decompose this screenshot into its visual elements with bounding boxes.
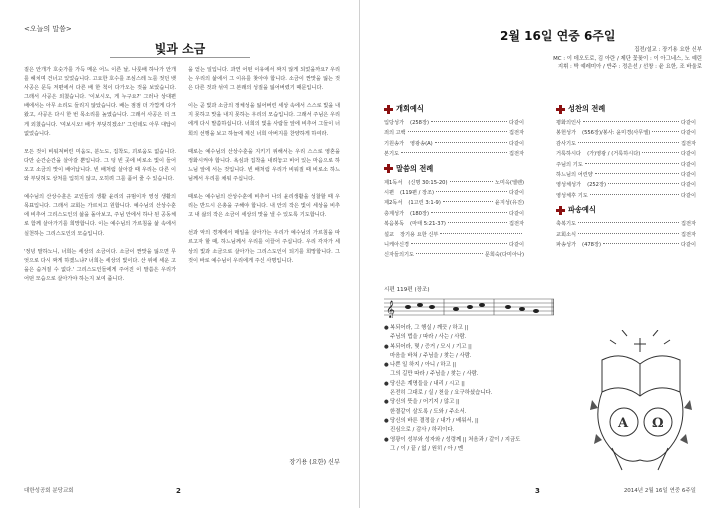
liturgy-item-leader: 집전자 [508,151,524,158]
bullet-icon: ● [384,380,389,387]
essay-title: 빛과 소금 [154,42,206,56]
leader-dots [450,181,493,182]
leader-dots [401,152,507,153]
service-title: 2월 16일 연중 6주일 [500,29,616,43]
liturgy-row [556,230,696,240]
leader-dots [436,191,507,192]
liturgy-item-name: 평화의인사 [556,120,582,126]
bullet-icon: ● [384,399,389,406]
paragraph: 모든 것이 비워져버린 미움도, 분노도, 집착도, 괴로움도 없습니다. 다만 순간순간을 살아갈 뿐입니다. 그 텅 빈 곳에 비로소 빛이 들어오고 소금의 맛이 배어납니다. 빈 배처럼 살아갈 때 우리는 다른 이와 부딪혀도 상처를 입히지 않고, 오히려 그를 품어 줄 수 있습니다. [24,148,176,183]
section-tag: <오늘의 말씀> [24,25,72,33]
liturgy-item-leader: 다같이 [680,192,696,199]
svg-text:𝄞: 𝄞 [386,300,395,318]
liturgy-item-leader: 집전자 [680,221,696,228]
liturgy-item-detail: (신명 30:15-20) [408,179,448,186]
liturgy-item-detail: (556장)/봉사: 윤미경(사무엘) [582,130,651,137]
paragraph: '정녕 말하노니, 너희는 세상의 소금이다. 소금이 짠맛을 잃으면 무엇으로 다시 짜게 하겠느냐? 너희는 세상의 빛이다. 산 위에 세운 고을은 숨겨질 수 없다.' 그리스도인들에게 주어진 이 말씀은 우리가 어떤 모습으로 살아가야 하는지 보여 줍니다. [24,248,176,282]
liturgy-row [556,149,696,159]
liturgy-item-name: 니케아신경 [384,242,410,249]
liturgy-item-name: 영성체후 기도 [556,192,588,199]
credit-line: 지휘 : 박 예레미아 / 반주 : 정은선 / 선창 : 윤 요한, 조 바울로 [557,64,702,71]
liturgy-item-name: 복음봉독 [384,221,405,228]
essay-author: 장기용 (요한) 신부 [289,459,340,466]
lyric-stanza [384,361,584,380]
liturgy-item-leader: 집전자 [680,231,696,238]
liturgy-item-leader: 다같이 [680,151,696,158]
liturgy-row [556,219,696,229]
liturgy-item-detail: (180장) [410,210,430,217]
liturgy-item-name: 시편 [384,190,395,197]
leader-dots [443,201,493,202]
svg-text:A: A [618,416,629,431]
liturgy-row [384,198,524,208]
lyric-line: 마음을 바쳐 / 주님을 / 찾는 / 사람. [390,352,472,359]
leader-dots [603,243,679,244]
liturgy-item-name: 감사기도 [556,140,577,147]
liturgy-item-leader: 윤지성(유진) [494,200,524,207]
liturgy-item-detail: 장기용 요한 신부 [400,231,439,238]
psalm-label: 시편 119편 (장조) [384,287,430,293]
church-name-footer: 대한성공회 분당교회 [24,488,74,494]
lyric-line: 온전히 그대로 / 실 / 천을 / 요구하셨습니다. [390,390,493,397]
liturgy-item-detail: (119편 / 장조) [400,190,435,197]
essay-column-1 [24,66,176,293]
liturgy-item-detail: (478장) [582,242,602,249]
leader-dots [411,243,507,244]
bullet-icon: ● [384,343,389,350]
liturgy-item-leader: 다같이 [508,210,524,217]
leader-dots [440,233,522,234]
liturgy-row [556,139,696,149]
liturgy-item-name: 제1독서 [384,179,403,186]
bible-illustration [582,330,700,472]
liturgy-item-name: 층계성가 [384,210,405,217]
psalm-music-staff [384,296,554,318]
bullet-icon: ● [384,417,389,424]
liturgy-item-name: 설교 [384,231,395,238]
liturgy-row [556,118,696,128]
leader-dots [578,142,679,143]
lyric-line: 주님의 법을 / 따라 / 사는 / 사람. [390,334,467,341]
lyric-stanza [384,436,584,455]
liturgy-row [556,180,696,190]
liturgy-row [556,170,696,180]
liturgy-row [384,128,524,138]
lyric-line: 영광이 성부와 성자와 / 성령께 || 처음과 / 같이 / 지금도 [390,436,521,443]
liturgy-section-heading [556,205,696,215]
leader-dots [408,131,507,132]
liturgy-row [556,128,696,138]
leader-dots [642,152,679,153]
psalm-lyrics [384,324,584,454]
liturgy-item-name: 하느님의 어린양 [556,172,593,179]
leader-dots [590,194,679,195]
liturgy-item-name: 신자들의기도 [384,252,415,259]
liturgy-item-name: 교회소식 [556,231,577,238]
liturgy-item-leader: 집전자 [508,130,524,137]
liturgy-row [384,149,524,159]
liturgy-item-leader: 다같이 [508,190,524,197]
svg-text:Ω: Ω [652,416,664,431]
order-column-right [556,100,696,250]
liturgy-item-leader: 다같이 [508,140,524,147]
liturgy-item-leader: 다같이 [508,120,524,126]
liturgy-item-detail: (1고린 3:1-9) [408,200,441,207]
bullet-icon: ● [384,436,389,443]
leader-dots [435,142,507,143]
liturgy-item-leader: 다같이 [680,120,696,126]
page-number: 2 [176,487,181,495]
liturgy-row [556,191,696,201]
liturgy-row [556,160,696,170]
liturgy-row [384,118,524,128]
lyric-stanza [384,417,584,436]
lyric-stanza [384,324,584,343]
leader-dots [608,183,679,184]
liturgy-item-name: 봉헌성가 [556,130,577,137]
liturgy-row [384,178,524,188]
title-divider [110,57,250,58]
leader-dots [595,173,679,174]
page-number: 3 [535,487,540,495]
liturgy-item-name: 기원송가 [384,140,405,147]
paragraph: 이는 곧 빛과 소금의 정체성을 잃어버린 세상 속에서 스스로 빛을 내지 못하고 맛을 내지 못하는 우리의 모습입니다. 그래서 주님은 우리에게 다시 말씀하십니다. 너희의 빛을 사람들 앞에 비추어 그들이 너희의 선행을 보고 하늘에 계신 너희 아버지를 찬양하게 하여라. [188,103,340,137]
liturgy-row [556,240,696,250]
liturgy-row [384,250,524,260]
paragraph: 예수님의 산상수훈은 교인들의 생활 윤리의 규범이자 영성 생활의 목표입니다. 그래서 교회는 가르치고 원합니다. 예수님의 산상수훈에 비추어 그리스도인의 삶을 돌아보고, 주님 안에서 하나 된 공동체로 함께 살아가기를 희망합니다. 이는 예수님의 가르침을 삶 속에서 실천하는 그리스도인의 모습입니다. [24,194,176,237]
liturgy-item-leader: 다같이 [508,242,524,249]
credit-line: 집전/설교 : 장기용 요한 신부 [634,47,702,53]
liturgy-item-name: 영성체성가 [556,182,582,189]
leader-dots [585,163,679,164]
liturgy-item-name: 죄의 고백 [384,130,406,137]
service-credits [440,46,702,72]
essay-column-2 [188,66,340,275]
section-heading-text: 개회예식 [396,104,424,113]
liturgy-item-leader: 다같이 [680,172,696,179]
section-heading-text: 말씀의 전례 [396,163,434,173]
lyric-line: 한결같이 살도록 / 도와 / 주소서. [390,408,467,415]
paragraph: 짙은 안개가 호숫가를 가득 메운 어느 이른 날, 나룻배 하나가 안개를 헤치며 건너고 있었습니다. 고요한 호수를 조심스레 노를 젓던 뱃사공은 문득 저편에서 다른 배 한 척이 다가오는 것을 보았습니다. 그래서 사공은 외쳤습니다. '이보시오, 게 누구요?' 그러나 상대편 배에서는 아무 소리도 들리지 않았습니다. 배는 점점 더 가깝게 다가왔고, 사공은 다시 한 번 목소리를 높였습니다. 그래서 사공은 더 크게 외쳤습니다. '여보시오! 배가 부딪히겠소!' 그런데도 아무 대답이 없었습니다. [24,67,176,137]
cross-icon [384,105,393,114]
liturgy-item-name: 입당성가 [384,120,405,126]
liturgy-row [384,219,524,229]
lyric-stanza [384,380,584,399]
leader-dots [578,233,679,234]
liturgy-section-heading [556,104,696,114]
lyric-line: 나쁜 일 하지 / 아니 / 하고 || [390,362,457,369]
liturgy-item-leader: 집전자 [508,221,524,228]
liturgy-item-detail: (마태 5:21-37) [410,221,446,228]
liturgy-item-leader: 다같이 [680,182,696,189]
liturgy-item-detail: (258장) [410,120,430,126]
liturgy-item-name: 축복기도 [556,221,577,228]
section-heading-text: 성찬의 전례 [568,104,606,113]
liturgy-item-detail: 영광송(A) [410,140,433,147]
liturgy-item-leader: 다같이 [680,161,696,168]
liturgy-item-leader: 다같이 [680,242,696,249]
bullet-icon: ● [384,362,389,369]
liturgy-item-name: 주님의 기도 [556,161,583,168]
lyric-line: 당신의 뜻을 / 어기지 / 않고 || [390,399,460,406]
lyric-stanza [384,398,584,417]
leader-dots [448,222,507,223]
section-heading-text: 파송예식 [568,205,596,215]
order-column-left [384,100,524,261]
liturgy-row [384,139,524,149]
cross-icon [556,105,565,114]
leader-dots [578,222,679,223]
lyric-line: 복되어라, 그 행실 / 깨끗 / 하고 || [390,325,469,331]
liturgy-item-leader: 집전자 [680,140,696,147]
paragraph: 때로는 예수님의 산상수훈을 지키기 위해서는 우리 스스로 영혼을 정화시켜야 합니다. 욕심과 집착을 내려놓고 비어 있는 마음으로 하느님 앞에 서는 것입니다. 빈 배처럼 우리가 비워질 때 비로소 하느님께서 우리를 채워 주십니다. [188,148,340,182]
lyric-stanza [384,343,584,362]
liturgy-section-heading [384,164,524,174]
liturgy-item-name: 거룩하시다 [556,151,582,158]
liturgy-item-detail: (가)영광 / (거룩하시다) [587,151,641,158]
liturgy-row [384,240,524,250]
paragraph: 을 얻는 일입니다. 과연 어떤 이유에서 짜지 않게 되었을까요? 우리는 우리의 삶에서 그 이유를 찾아야 합니다. 소금이 짠맛을 잃는 것은 다른 것과 섞여 그 본래의 성질을 잃어버렸기 때문입니다. [188,67,340,92]
cross-icon [556,206,565,215]
liturgy-item-leader: 문희숙(다미아나) [484,252,524,259]
lyric-line: 복되어라, 몇 / 증거 / 모시 / 기고 || [390,343,472,350]
paragraph: 선과 악의 경계에서 매일을 살아가는 우리가 예수님의 가르침을 따르고자 할 때, 하느님께서 우리를 이끌어 주십니다. 우리 각자가 세상의 빛과 소금으로 살아가는 그리스도인이 되기를 희망합니다. 그것이 바로 예수님이 우리에게 주신 사명입니다. [188,230,340,264]
liturgy-item-leader: 다같이 [680,130,696,137]
credit-line: MC : 이 데오도로, 김 아란 / 제단 꽃꽂이 : 이 아그네스, 노 예린 [553,55,702,62]
liturgy-item-leader: 노미옥(엘렌) [494,179,524,186]
leader-dots [583,121,679,122]
liturgy-item-name: 본기도 [384,151,400,158]
leader-dots [431,212,507,213]
bulletin-date-footer: 2014년 2월 16일 연중 6주일 [623,488,696,494]
lyric-line: 그의 길만 따라 / 주님을 / 찾는 / 사람. [390,371,479,378]
leader-dots [416,253,483,254]
right-page [360,0,720,508]
lyric-line: 당신의 바른 결정을 / 내가 / 배워서, || [390,417,479,424]
essay-body [24,66,340,466]
lyric-line: 그 / 이 / 끝 / 없 / 원히 / 아 / 멘 [390,445,464,452]
liturgy-item-name: 파송성가 [556,242,577,249]
liturgy-section-heading [384,104,524,114]
paragraph: 때로는 예수님의 산상수훈에 비추어 나의 윤리생활을 성찰할 때 우리는 반드시 은총을 구해야 합니다. 내 안의 작은 빛이 세상을 비추고 내 삶의 작은 소금이 세상의 맛을 낼 수 있도록 기도합니다. [188,194,340,219]
liturgy-row [384,230,524,240]
leader-dots [431,121,507,122]
lyric-line: 진심으로 / 감사 / 하리이다. [390,427,455,434]
liturgy-item-detail: (252장) [587,182,607,189]
leader-dots [652,131,679,132]
liturgy-item-name: 제2독서 [384,200,403,207]
liturgy-row [384,209,524,219]
liturgy-row [384,188,524,198]
lyric-line: 당신은 계명들을 / 내리 / 시고 || [390,380,465,387]
bullet-icon: ● [384,325,389,331]
cross-icon [384,164,393,173]
